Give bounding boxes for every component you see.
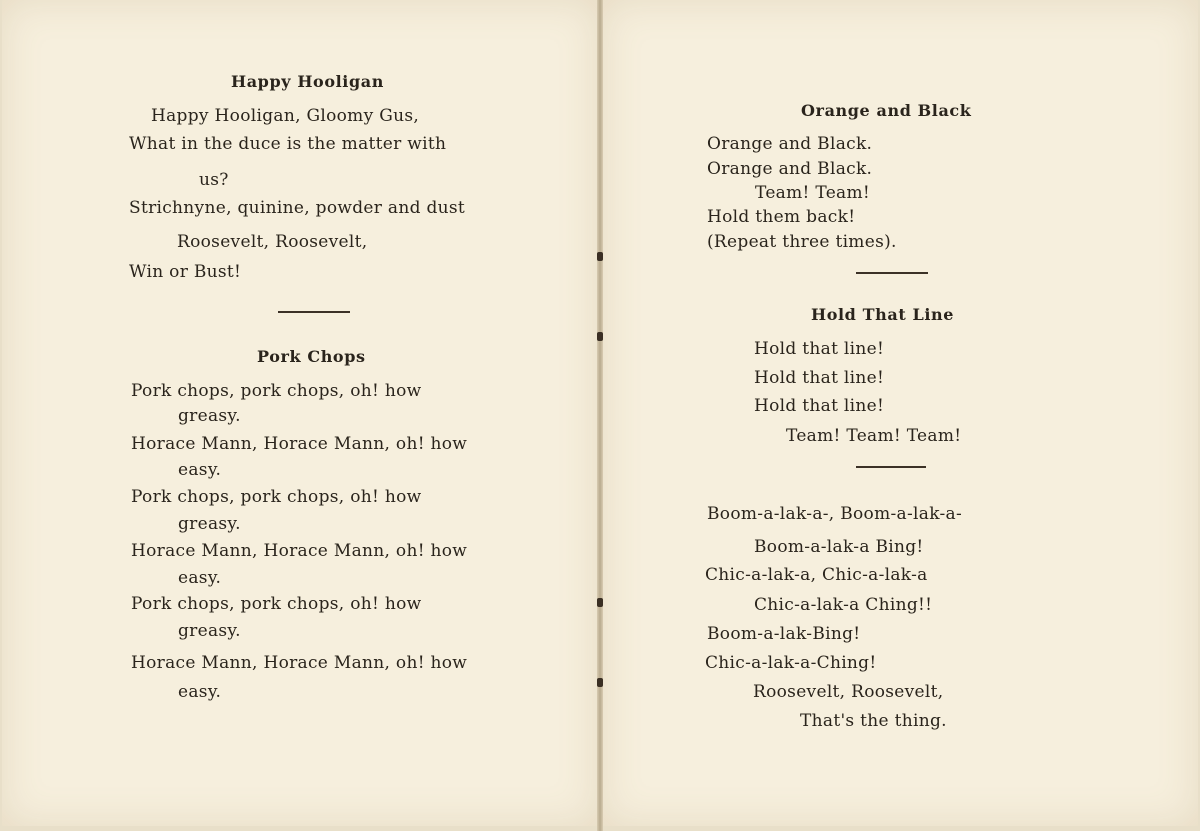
staple: [597, 598, 603, 607]
verse-line: Hold them back!: [707, 207, 856, 227]
staple: [597, 252, 603, 261]
verse-line: Orange and Black.: [707, 159, 873, 179]
staple: [597, 332, 603, 341]
section-title-orange-and-black: Orange and Black: [801, 101, 972, 120]
verse-line: What in the duce is the matter with: [129, 134, 447, 154]
verse-line: Pork chops, pork chops, oh! how: [131, 594, 422, 614]
verse-line: greasy.: [178, 621, 241, 641]
verse-line: That's the thing.: [800, 711, 947, 731]
verse-line: Horace Mann, Horace Mann, oh! how: [131, 434, 468, 454]
gutter: [597, 0, 603, 831]
verse-line: Chic-a-lak-a, Chic-a-lak-a: [705, 565, 928, 585]
section-divider: [278, 311, 350, 313]
section-title-happy-hooligan: Happy Hooligan: [231, 72, 384, 91]
verse-line: Horace Mann, Horace Mann, oh! how: [131, 653, 468, 673]
verse-line: Win or Bust!: [129, 262, 242, 282]
verse-line: Boom-a-lak-a-, Boom-a-lak-a-: [707, 504, 963, 524]
verse-line: Horace Mann, Horace Mann, oh! how: [131, 541, 468, 561]
verse-line: Team! Team! Team!: [786, 426, 962, 446]
verse-line: Roosevelt, Roosevelt,: [753, 682, 944, 702]
verse-line: Hold that line!: [754, 339, 885, 359]
staple: [597, 678, 603, 687]
section-title-pork-chops: Pork Chops: [257, 347, 366, 366]
section-title-hold-that-line: Hold That Line: [811, 305, 955, 324]
verse-line: Orange and Black.: [707, 134, 873, 154]
verse-line: easy.: [178, 682, 222, 702]
verse-line: Happy Hooligan, Gloomy Gus,: [151, 106, 420, 126]
verse-line: Chic-a-lak-a-Ching!: [705, 653, 877, 673]
verse-line: Strichnyne, quinine, powder and dust: [129, 198, 466, 218]
verse-line: Boom-a-lak-a Bing!: [754, 537, 924, 557]
verse-line: Hold that line!: [754, 396, 885, 416]
verse-line: (Repeat three times).: [707, 232, 897, 252]
verse-line: Pork chops, pork chops, oh! how: [131, 381, 422, 401]
verse-line: Roosevelt, Roosevelt,: [177, 232, 368, 252]
section-divider: [856, 466, 926, 468]
verse-line: easy.: [178, 568, 222, 588]
verse-line: greasy.: [178, 514, 241, 534]
section-divider: [856, 272, 928, 274]
verse-line: Hold that line!: [754, 368, 885, 388]
right-page: [602, 0, 1198, 826]
verse-line: Boom-a-lak-Bing!: [707, 624, 861, 644]
verse-line: Team! Team!: [755, 183, 871, 203]
verse-line: Chic-a-lak-a Ching!!: [754, 595, 933, 615]
verse-line: Pork chops, pork chops, oh! how: [131, 487, 422, 507]
verse-line: easy.: [178, 460, 222, 480]
verse-line: greasy.: [178, 406, 241, 426]
verse-line: us?: [199, 170, 229, 190]
